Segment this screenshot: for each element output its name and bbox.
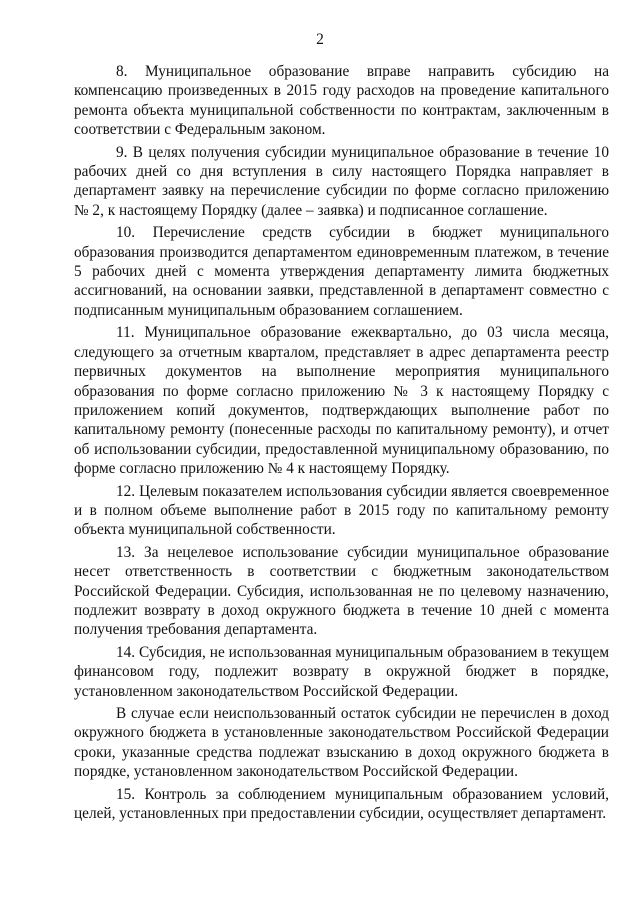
document-body — [74, 62, 609, 826]
paragraph-12: 12. Целевым показателем использования субсидии является своевременное и в полном объеме выполнение работ в 2015 году по капитальному ремонту объекта муниципальной собственности. — [74, 482, 609, 539]
paragraph-15: 15. Контроль за соблюдением муниципальным образованием условий, целей, установленных при предоставлении субсидии, осуществляет департамент. — [74, 785, 609, 823]
paragraph-11: 11. Муниципальное образование ежеквартально, до 03 числа месяца, следующего за отчетным кварталом, представляет в адрес департамента реестр первичных документов на выполнение мероприятия муниципального образования по форме согласно приложению № 3 к настоящему Порядку с приложением копий документов, подтверждающих выполнение работ по капитальному ремонту (понесенные расходы по капитальному ремонту), и отчет об использовании субсидии, предоставленной муниципальному образованию, по форме согласно приложению № 4 к настоящему Порядку. — [74, 324, 609, 478]
page-number: 2 — [316, 31, 324, 48]
paragraph-8: 8. Муниципальное образование вправе направить субсидию на компенсацию произведенных в 2015 году расходов на проведение капитального ремонта объекта муниципальной собственности по контрактам, заключенным в соответствии с Федеральным законом. — [74, 63, 609, 139]
paragraph-9: 9. В целях получения субсидии муниципальное образование в течение 10 рабочих дней со дня вступления в силу настоящего Порядка направляет в департамент заявку на перечисление субсидии по форме согласно приложению № 2, к настоящему Порядку (далее – заявка) и подписанное соглашение. — [74, 143, 609, 219]
paragraph-14-continuation: В случае если неиспользованный остаток субсидии не перечислен в доход окружного бюджета в установленные законодательством Российской Федерации сроки, указанные средства подлежат взысканию в доход окружного бюджета в порядке, установленном законодательством Российской Федерации. — [74, 705, 609, 781]
paragraph-10: 10. Перечисление средств субсидии в бюджет муниципального образования производится департаментом единовременным платежом, в течение 5 рабочих дней с момента утверждения департаменту лимита бюджетных ассигнований, на основании заявки, представленной в департамент совместно с подписанным муниципальным образованием соглашением. — [74, 224, 609, 319]
paragraph-13: 13. За нецелевое использование субсидии муниципальное образование несет ответственность в соответствии с бюджетным законодательством Российской Федерации. Субсидия, использованная не по целевому назначению, подлежит возврату в доход окружного бюджета в течение 10 дней с момента получения требования департамента. — [74, 543, 609, 639]
paragraph-14: 14. Субсидия, не использованная муниципальным образованием в текущем финансовом году, подлежит возврату в окружной бюджет в порядке, установленном законодательством Российской Федерации. — [74, 643, 609, 700]
